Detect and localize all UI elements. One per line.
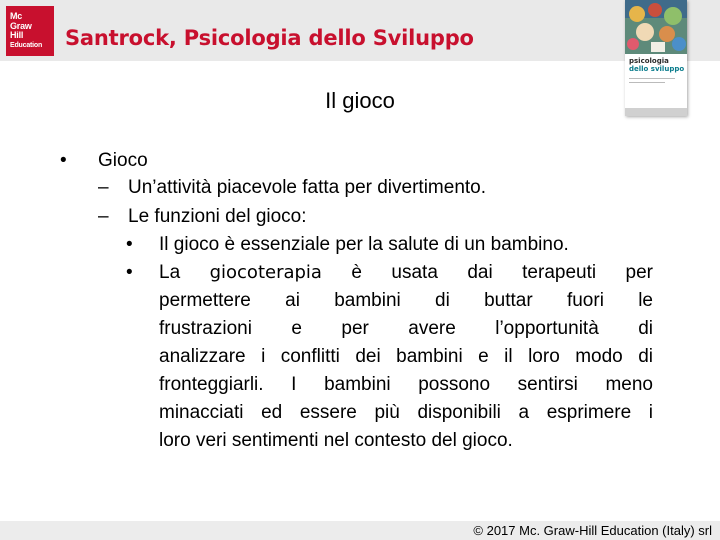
dash-marker: – [98, 206, 109, 227]
bullet-marker: • [60, 150, 67, 171]
bullet-gioco: Gioco [98, 150, 148, 171]
paragraph-line: permettere ai bambini di buttar fuori le [159, 290, 653, 311]
logo-line: Hill [10, 30, 24, 41]
paragraph-line: analizzare i conflitti dei bambini e il loro modo di [159, 346, 653, 367]
paragraph-line: loro veri sentimenti nel contesto del gioco. [159, 430, 513, 451]
paragraph-line: minacciati ed essere più disponibili a esprimere i [159, 402, 653, 423]
dash-marker: – [98, 177, 109, 198]
text-segment: La [159, 262, 210, 283]
subsub-health: Il gioco è essenziale per la salute di un bambino. [159, 234, 569, 255]
slide-title: Il gioco [325, 88, 395, 113]
copyright-text: © 2017 Mc. Graw-Hill Education (Italy) srl [473, 523, 712, 538]
paragraph-line: frustrazioni e per avere l’opportunità di [159, 318, 653, 339]
logo-line: Graw [10, 20, 32, 31]
subitem-definition: Un’attività piacevole fatta per divertimento. [128, 177, 487, 198]
subsub-giocoterapia-first-line [159, 259, 653, 286]
book-title-line: psicologia [629, 57, 669, 65]
book-title-line: dello sviluppo [629, 65, 685, 73]
bullet-marker: • [126, 262, 133, 283]
text-segment: è usata dai terapeuti per [321, 262, 653, 283]
header-title: Santrock, Psicologia dello Sviluppo [65, 26, 474, 50]
paragraph-line: fronteggiarli. I bambini possono sentirsi meno [159, 374, 653, 395]
term-giocoterapia: giocoterapia [209, 262, 322, 283]
subitem-functions: Le funzioni del gioco: [128, 206, 307, 227]
logo-line: Education [10, 41, 43, 49]
logo-line: Mc [10, 11, 23, 22]
bullet-marker: • [126, 234, 133, 255]
